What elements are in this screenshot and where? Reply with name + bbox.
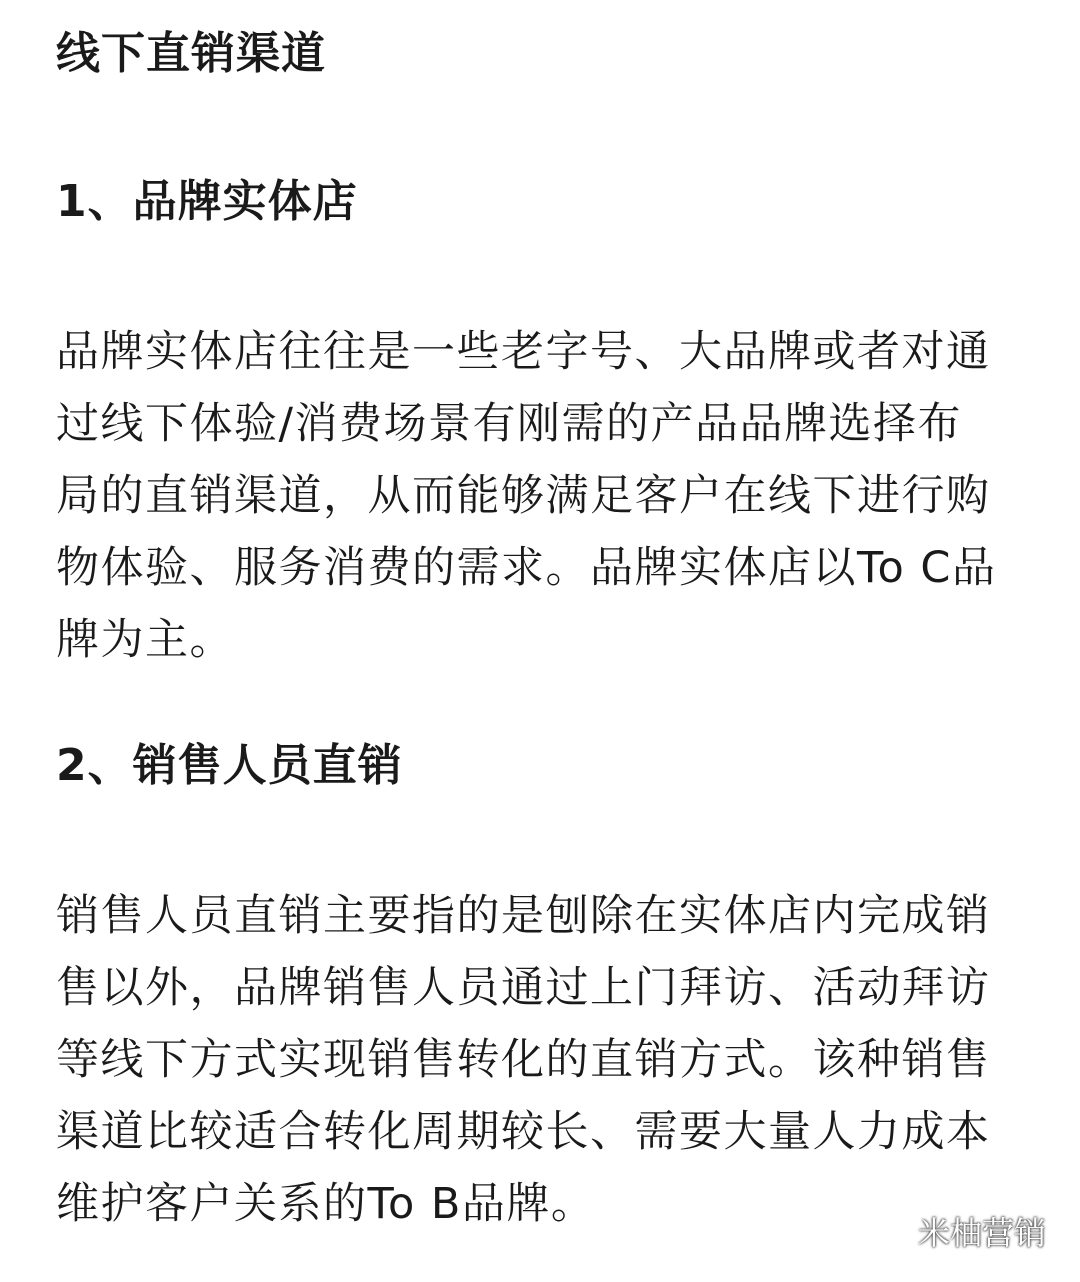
watermark-text: 米柚营销 [917,1214,1046,1252]
section-heading-1: 1、品牌实体店 [56,176,358,227]
page-title: 线下直销渠道 [56,28,326,79]
section-body-1: 品牌实体店往往是一些老字号、大品牌或者对通过线下体验/消费场景有刚需的产品品牌选择布局的直销渠道，从而能够满足客户在线下进行购物体验、服务消费的需求。品牌实体店以To C品牌为主。 [56,327,997,665]
section-body-2: 销售人员直销主要指的是刨除在实体店内完成销售以外，品牌销售人员通过上门拜访、活动拜访等线下方式实现销售转化的直销方式。该种销售渠道比较适合转化周期较长、需要大量人力成本维护客户关系的To B品牌。 [56,891,991,1229]
watermark [870,1208,1046,1254]
section-heading-2: 2、销售人员直销 [56,740,403,791]
wechat-icon [870,1214,910,1248]
